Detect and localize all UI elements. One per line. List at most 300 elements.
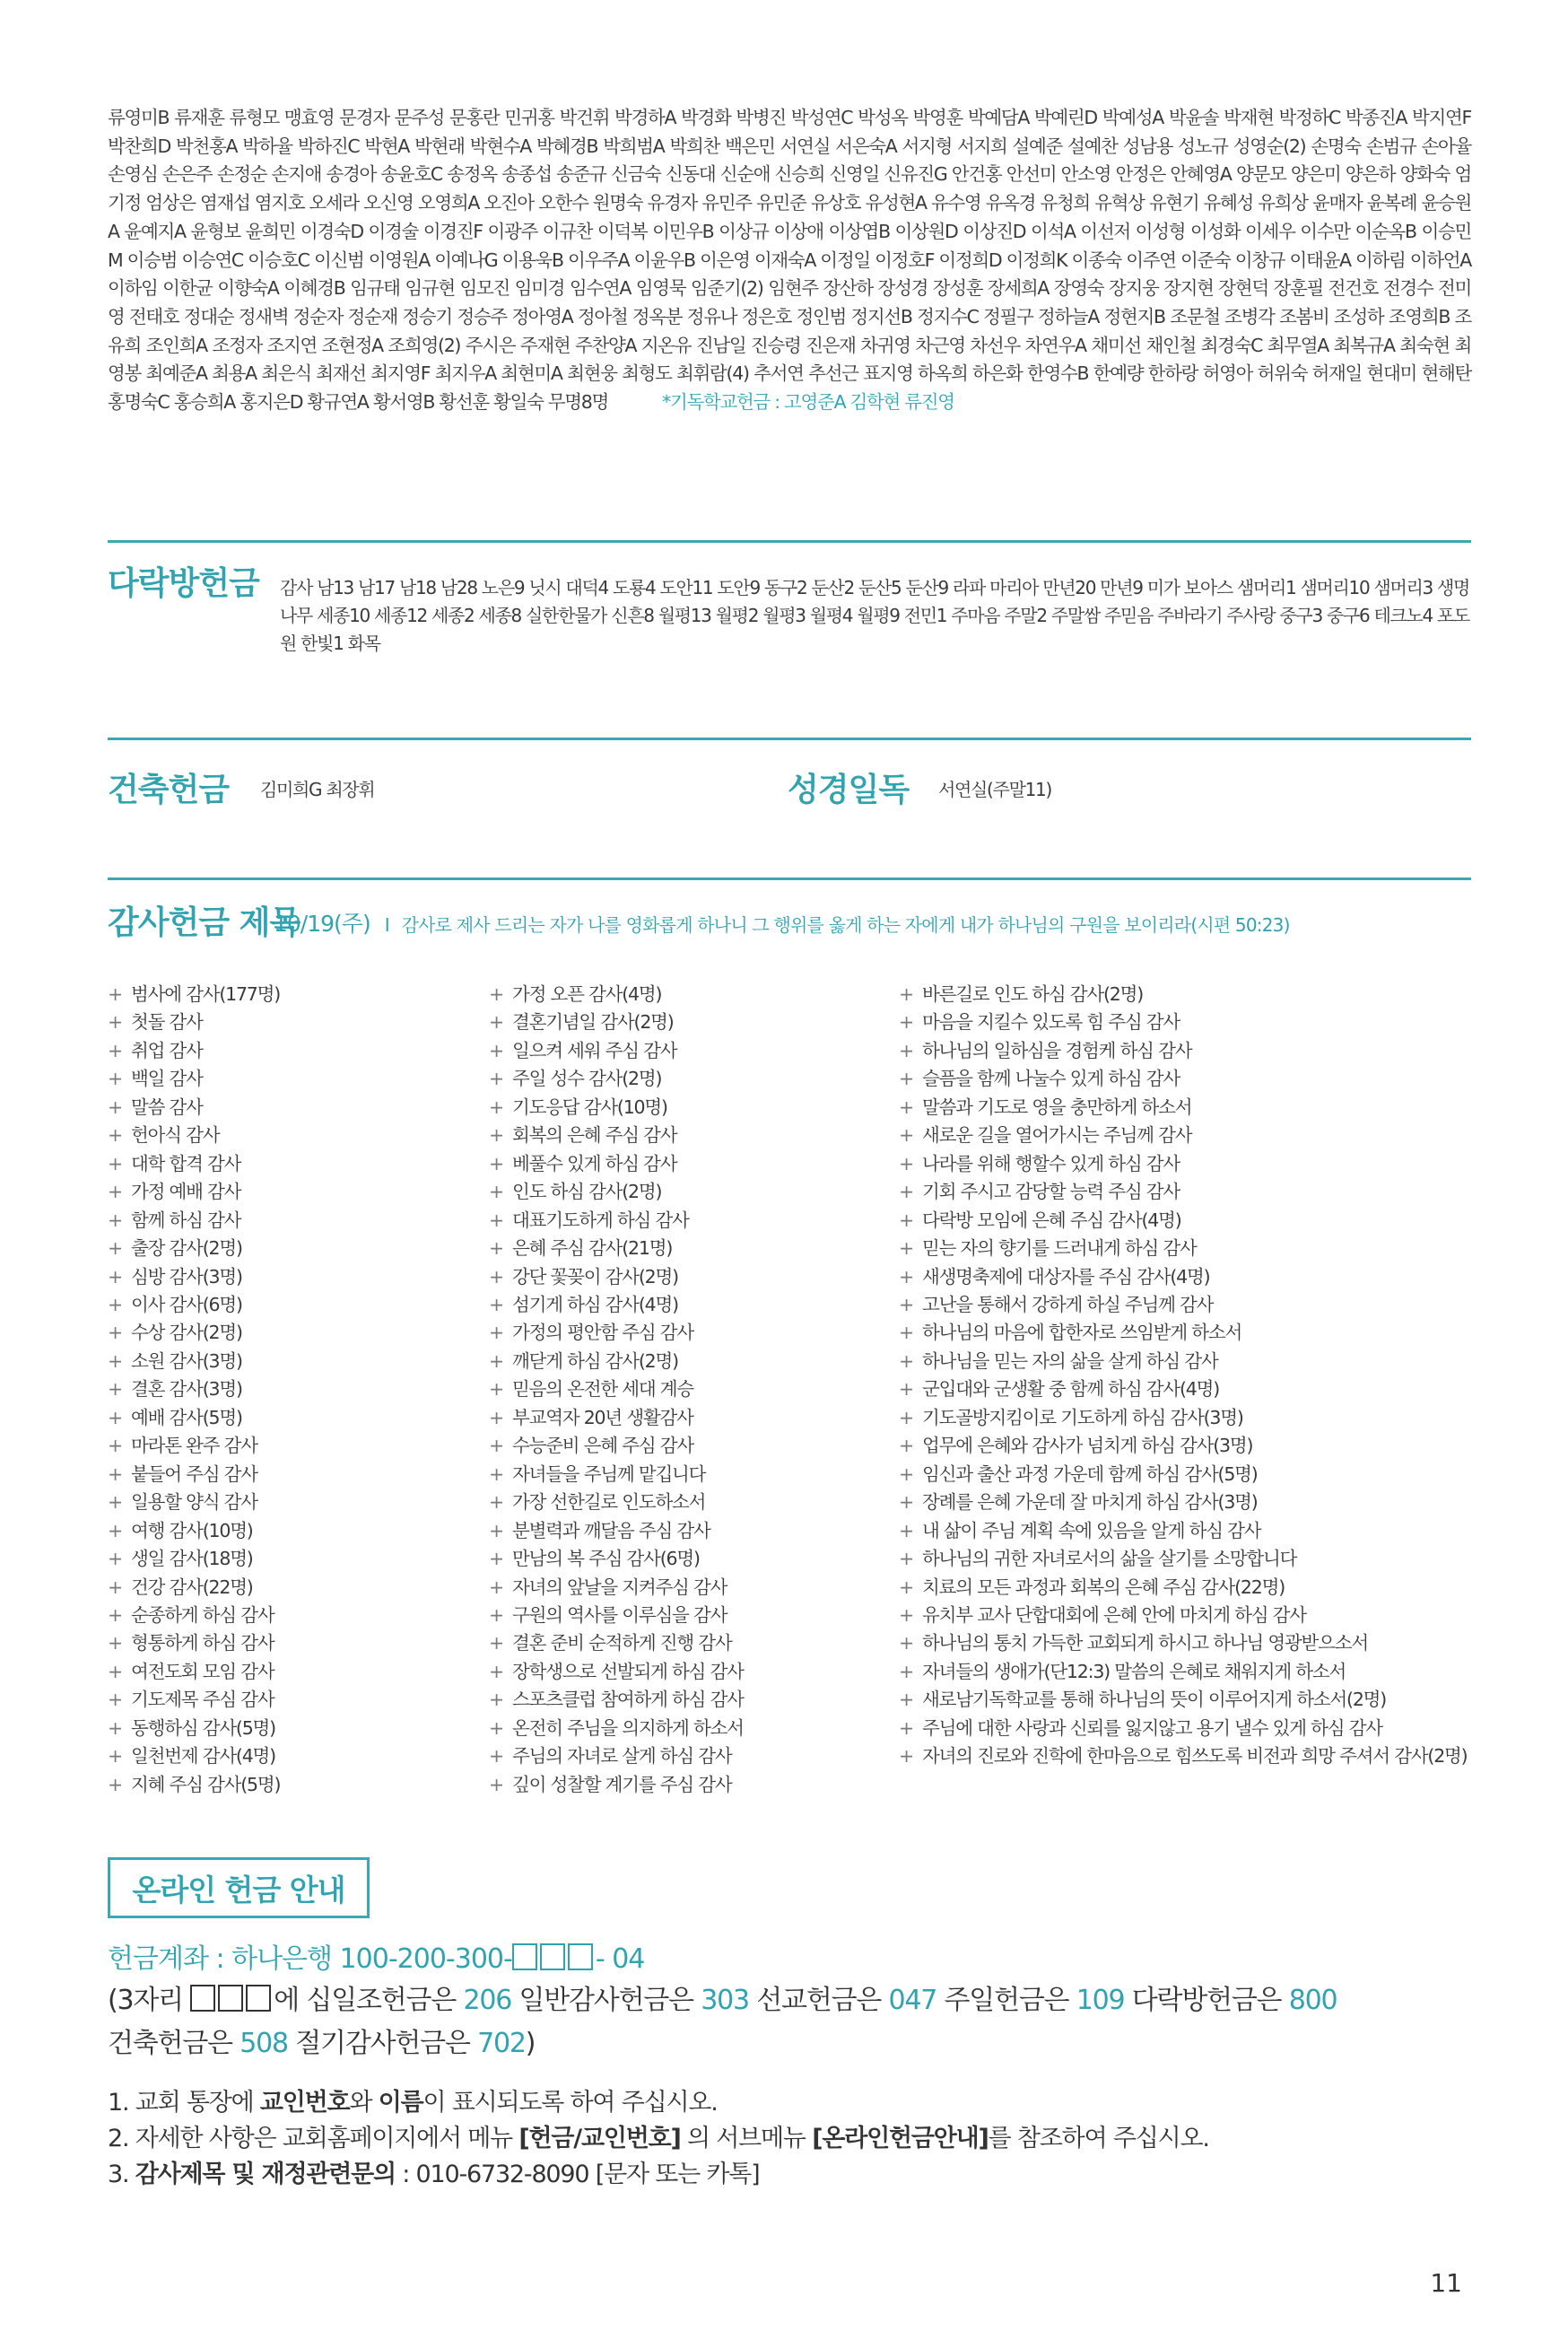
- plus-icon: +: [489, 1491, 503, 1514]
- thanks-item-text: 가정 예배 감사: [130, 1181, 241, 1203]
- thanks-item-text: 헌아식 감사: [130, 1124, 220, 1147]
- offering-codes: [108, 1979, 1489, 2065]
- plus-icon: +: [899, 983, 913, 1005]
- plus-icon: +: [899, 1406, 913, 1428]
- thanks-item: [489, 1150, 744, 1178]
- thanks-item: [108, 1178, 280, 1206]
- thanks-item: [899, 1207, 1467, 1235]
- plus-icon: +: [489, 1349, 503, 1372]
- thanks-item-text: 기도응답 감사(10명): [511, 1096, 667, 1118]
- thanks-item: [489, 1348, 744, 1375]
- thanks-item: [108, 1319, 280, 1347]
- thanks-item: [108, 1348, 280, 1375]
- thanks-item-text: 예배 감사(5명): [130, 1406, 242, 1428]
- plus-icon: +: [108, 1603, 122, 1626]
- thanks-item: [489, 1771, 744, 1799]
- thanks-item-text: 붙들어 주심 감사: [130, 1462, 257, 1485]
- thanks-item-text: 부교역자 20년 생활감사: [511, 1406, 693, 1428]
- thanks-item-text: 깊이 성찰할 계기를 주심 감사: [511, 1773, 732, 1795]
- thanks-item-text: 강단 꽃꽂이 감사(2명): [511, 1265, 678, 1288]
- donor-name-list: [108, 104, 1471, 417]
- plus-icon: +: [899, 1519, 913, 1541]
- thanks-item: [489, 1602, 744, 1629]
- thanks-item: [489, 1235, 744, 1262]
- thanks-item: [899, 981, 1467, 1008]
- plus-icon: +: [899, 1293, 913, 1315]
- thanks-item: [489, 1517, 744, 1545]
- thanks-item-text: 지혜 주심 감사(5명): [130, 1773, 281, 1795]
- plus-icon: +: [489, 1462, 503, 1485]
- thanks-item-text: 고난을 통해서 강하게 하실 주님께 감사: [921, 1293, 1214, 1315]
- thanks-item-text: 임신과 출산 과정 가운데 함께 하심 감사(5명): [921, 1462, 1258, 1485]
- plus-icon: +: [899, 1745, 913, 1768]
- thanks-item-text: 결혼 준비 순적하게 진행 감사: [511, 1632, 732, 1654]
- thanks-item-text: 첫돌 감사: [130, 1011, 203, 1034]
- thanks-item-text: 믿음의 온전한 세대 계승: [511, 1378, 693, 1401]
- plus-icon: +: [489, 983, 503, 1005]
- thanks-item-text: 장례를 은혜 가운데 잘 마치게 하심 감사(3명): [921, 1491, 1258, 1514]
- plus-icon: +: [899, 1603, 913, 1626]
- thanks-item-text: 새로운 길을 열어가시는 주님께 감사: [921, 1124, 1192, 1147]
- thanks-item-text: 하나님의 일하심을 경험케 하심 감사: [921, 1039, 1192, 1061]
- thanks-item: [108, 1715, 280, 1742]
- thanks-item-text: 구원의 역사를 이루심을 감사: [511, 1603, 727, 1626]
- thanks-item: [899, 1178, 1467, 1206]
- thanks-item: [489, 1686, 744, 1714]
- thanks-item-text: 주님의 자녀로 살게 하심 감사: [511, 1745, 732, 1768]
- codes-text: 절기감사헌금은: [287, 2028, 478, 2059]
- thanks-item: [108, 1771, 280, 1799]
- plus-icon: +: [489, 1406, 503, 1428]
- plus-icon: +: [108, 1406, 122, 1428]
- thanks-item: [899, 1319, 1467, 1347]
- plus-icon: +: [899, 1462, 913, 1485]
- plus-icon: +: [899, 1548, 913, 1570]
- thanks-item: [108, 1686, 280, 1714]
- plus-icon: +: [108, 1745, 122, 1768]
- account-line: [108, 1936, 644, 1976]
- plus-icon: +: [899, 1660, 913, 1682]
- thanks-item-text: 내 삶이 주님 계획 속에 있음을 알게 하심 감사: [921, 1519, 1261, 1541]
- thanks-item: [899, 1432, 1467, 1460]
- blank-box-icon: [218, 1985, 243, 2012]
- thanks-item: [108, 1207, 280, 1235]
- thanks-item-text: 분별력과 깨달음 주심 감사: [511, 1519, 710, 1541]
- plus-icon: +: [108, 1152, 122, 1174]
- thanks-item: [489, 1742, 744, 1770]
- separator: I: [384, 914, 389, 936]
- plus-icon: +: [489, 1068, 503, 1090]
- thanks-item-text: 일용할 양식 감사: [130, 1491, 257, 1514]
- thanks-item: [899, 1629, 1467, 1657]
- thanks-item: [899, 1545, 1467, 1573]
- mission-code: 047: [888, 1985, 937, 2016]
- plus-icon: +: [108, 1209, 122, 1231]
- plus-icon: +: [108, 1293, 122, 1315]
- thanks-item: [489, 1489, 744, 1516]
- thanks-item-text: 치료의 모든 과정과 회복의 은혜 주심 감사(22명): [921, 1576, 1285, 1598]
- plus-icon: +: [899, 1576, 913, 1598]
- thanks-item: [899, 1742, 1467, 1770]
- thanks-item: [108, 1489, 280, 1516]
- thanks-item-text: 하나님의 마음에 합한자로 쓰임받게 하소서: [921, 1322, 1242, 1344]
- thanks-item: [489, 1065, 744, 1093]
- thanks-item-text: 섬기게 하심 감사(4명): [511, 1293, 678, 1315]
- building-title: 건축헌금: [108, 772, 230, 808]
- thanks-item: [108, 1375, 280, 1403]
- plus-icon: +: [489, 1660, 503, 1682]
- thanks-item-text: 심방 감사(3명): [130, 1265, 242, 1288]
- thanks-item: [108, 1658, 280, 1686]
- thanks-verse: 감사로 제사 드리는 자가 나를 영화롭게 하나니 그 행위를 옳게 하는 자에게 내가 하나님의 구원을 보이리라(시편 50:23): [401, 914, 1290, 936]
- thanks-column-1: [108, 981, 280, 1799]
- thanks-item: [899, 1375, 1467, 1403]
- thanks-item-text: 나라를 위해 행할수 있게 하심 감사: [921, 1152, 1180, 1174]
- bible-reading-names: 서연실(주말11): [938, 779, 1051, 800]
- thanks-item: [108, 1122, 280, 1149]
- plus-icon: +: [489, 1265, 503, 1288]
- thanks-item: [108, 1094, 280, 1122]
- thanks-item-text: 하나님의 귀한 자녀로서의 삶을 살기를 소망합니다: [921, 1548, 1297, 1570]
- thanks-item-text: 말씀 감사: [130, 1096, 203, 1118]
- plus-icon: +: [899, 1322, 913, 1344]
- thanks-item-text: 이사 감사(6명): [130, 1293, 242, 1315]
- plus-icon: +: [108, 1773, 122, 1795]
- thanks-item-text: 자녀의 진로와 진학에 한마음으로 힘쓰도록 비전과 희망 주셔서 감사(2명): [921, 1745, 1468, 1768]
- thanks-item: [899, 1404, 1467, 1432]
- plus-icon: +: [489, 1519, 503, 1541]
- plus-icon: +: [489, 1548, 503, 1570]
- thanks-item-text: 만남의 복 주심 감사(6명): [511, 1548, 700, 1570]
- thanks-item: [489, 1375, 744, 1403]
- plus-icon: +: [489, 1237, 503, 1260]
- plus-icon: +: [489, 1435, 503, 1457]
- plus-icon: +: [899, 1435, 913, 1457]
- plus-icon: +: [899, 1152, 913, 1174]
- plus-icon: +: [108, 1039, 122, 1061]
- thanks-item-text: 군입대와 군생활 중 함께 하심 감사(4명): [921, 1378, 1220, 1401]
- thanks-item: [899, 1122, 1467, 1149]
- thanks-item-text: 마라톤 완주 감사: [130, 1435, 257, 1457]
- thanks-item: [108, 1291, 280, 1319]
- thanks-item: [108, 1263, 280, 1291]
- plus-icon: +: [108, 1435, 122, 1457]
- note-3: 3. 감사제목 및 재정관련문의 : 010-6732-8090 [문자 또는 카톡]: [108, 2161, 760, 2188]
- darakbang-list: 감사 남13 남17 남18 남28 노은9 닛시 대덕4 도룡4 도안11 도안9 동구2 둔산2 둔산5 둔산9 라파 마리아 만년20 만년9 미가 보아스 샘머리1 샘머리10 샘머리3 생명나무 세종10 세종12 세종2 세종8 실한한물가 신흔8 월평13 월평2 월평3 월평4 월평9 전민1 주마음 주말2 주말쌈 주믿음 주바라기 주사랑 중구3 중구6 테크노4 포도원 한빛1 화목: [280, 577, 1470, 654]
- account-label: 헌금계좌 : 하나은행 100-200-300-: [108, 1943, 512, 1975]
- plus-icon: +: [899, 1237, 913, 1260]
- thanks-item-text: 새생명축제에 대상자를 주심 감사(4명): [921, 1265, 1210, 1288]
- plus-icon: +: [489, 1378, 503, 1401]
- plus-icon: +: [108, 1576, 122, 1598]
- thanks-item: [108, 1235, 280, 1262]
- plus-icon: +: [108, 1237, 122, 1260]
- codes-text: (3자리: [108, 1985, 191, 2016]
- thanks-item: [899, 1235, 1467, 1262]
- thanks-item-text: 하나님을 믿는 자의 삶을 살게 하심 감사: [921, 1349, 1218, 1372]
- thanks-item: [108, 1008, 280, 1036]
- codes-text: 건축헌금은: [108, 2028, 240, 2059]
- note-2: 2. 자세한 사항은 교회홈페이지에서 메뉴 [헌금/교인번호] 의 서브메뉴 [온라인헌금안내]를 참조하여 주십시오.: [108, 2125, 1209, 2152]
- thanks-item-text: 기도골방지킴이로 기도하게 하심 감사(3명): [921, 1406, 1243, 1428]
- thanks-item: [899, 1008, 1467, 1036]
- thanks-item-text: 범사에 감사(177명): [130, 983, 281, 1005]
- thanks-item-text: 다락방 모임에 은혜 주심 감사(4명): [921, 1209, 1181, 1231]
- thanks-item-text: 소원 감사(3명): [130, 1349, 242, 1372]
- thanks-column-2: [489, 981, 744, 1799]
- thanks-item: [108, 1742, 280, 1770]
- divider: [108, 877, 1471, 880]
- darakbang-title: 다락방헌금: [108, 565, 259, 602]
- thanks-item-text: 마음을 지킬수 있도록 힘 주심 감사: [921, 1011, 1180, 1034]
- thanks-item-text: 자녀의 앞날을 지켜주심 감사: [511, 1576, 727, 1598]
- thanks-item: [108, 1150, 280, 1178]
- plus-icon: +: [108, 1716, 122, 1739]
- plus-icon: +: [489, 1603, 503, 1626]
- thanks-item-text: 자녀들의 생애가(단12:3) 말씀의 은혜로 채워지게 하소서: [921, 1660, 1346, 1682]
- blank-box-icon: [190, 1985, 215, 2012]
- blank-box-icon: [246, 1985, 271, 2012]
- thanks-item-text: 새로남기독학교를 통해 하나님의 뜻이 이루어지게 하소서(2명): [921, 1689, 1387, 1711]
- thanks-item: [489, 1715, 744, 1742]
- thanks-item: [899, 1715, 1467, 1742]
- thanks-item: [899, 1150, 1467, 1178]
- thanks-item: [489, 1122, 744, 1149]
- plus-icon: +: [489, 1576, 503, 1598]
- plus-icon: +: [899, 1068, 913, 1090]
- plus-icon: +: [108, 1660, 122, 1682]
- thanks-item: [489, 1178, 744, 1206]
- blank-box-icon: [512, 1943, 537, 1970]
- thanks-item: [489, 1207, 744, 1235]
- thanks-item: [108, 981, 280, 1008]
- thanks-item-text: 슬픔을 함께 나눌수 있게 하심 감사: [921, 1068, 1180, 1090]
- codes-text: 주일헌금은: [936, 1985, 1076, 2016]
- plus-icon: +: [899, 1265, 913, 1288]
- plus-icon: +: [489, 1293, 503, 1315]
- thanks-item-text: 일으켜 세워 주심 감사: [511, 1039, 677, 1061]
- thanks-item: [489, 1291, 744, 1319]
- page-number: 11: [1430, 2268, 1462, 2298]
- thanks-item: [108, 1602, 280, 1629]
- thanks-item-text: 형통하게 하심 감사: [130, 1632, 274, 1654]
- thanks-item: [489, 1094, 744, 1122]
- thanks-item-text: 출장 감사(2명): [130, 1237, 242, 1260]
- plus-icon: +: [108, 1462, 122, 1485]
- thanks-item: [108, 1037, 280, 1065]
- plus-icon: +: [489, 1011, 503, 1034]
- darakbang-code: 800: [1288, 1985, 1337, 2016]
- thanks-item-text: 취업 감사: [130, 1039, 203, 1061]
- memorial-note: *기독학교헌금 : 고영준A 김학현 류진영: [662, 391, 954, 414]
- account-suffix: - 04: [595, 1943, 645, 1975]
- plus-icon: +: [108, 1349, 122, 1372]
- thanks-item: [489, 981, 744, 1008]
- plus-icon: +: [489, 1773, 503, 1795]
- thanks-item: [489, 1629, 744, 1657]
- thanks-item-text: 온전히 주님을 의지하게 하소서: [511, 1716, 744, 1739]
- thanks-item: [108, 1629, 280, 1657]
- plus-icon: +: [489, 1322, 503, 1344]
- plus-icon: +: [108, 1124, 122, 1147]
- thanks-subtitle: [274, 906, 1290, 939]
- thanks-item-text: 자녀들을 주님께 맡깁니다: [511, 1462, 706, 1485]
- thanks-item: [489, 1432, 744, 1460]
- thanks-item-text: 건강 감사(22명): [130, 1576, 253, 1598]
- thanks-item: [108, 1065, 280, 1093]
- thanks-item-text: 업무에 은혜와 감사가 넘치게 하심 감사(3명): [921, 1435, 1253, 1457]
- thanks-item: [899, 1348, 1467, 1375]
- divider: [108, 738, 1471, 740]
- online-offering-title: 온라인 헌금 안내: [108, 1857, 370, 1918]
- thanks-item: [489, 1037, 744, 1065]
- plus-icon: +: [108, 1548, 122, 1570]
- thanks-item-text: 대학 합격 감사: [130, 1152, 241, 1174]
- thanks-item-text: 바른길로 인도 하심 감사(2명): [921, 983, 1144, 1005]
- thanks-item-text: 인도 하심 감사(2명): [511, 1181, 662, 1203]
- thanks-item-text: 결혼기념일 감사(2명): [511, 1011, 674, 1034]
- plus-icon: +: [899, 1349, 913, 1372]
- plus-icon: +: [108, 1491, 122, 1514]
- plus-icon: +: [489, 1745, 503, 1768]
- plus-icon: +: [489, 1181, 503, 1203]
- thanks-item-text: 주일 성수 감사(2명): [511, 1068, 662, 1090]
- thanks-item-text: 여행 감사(10명): [130, 1519, 253, 1541]
- codes-text: 일반감사헌금은: [511, 1985, 701, 2016]
- thanks-item-text: 여전도회 모임 감사: [130, 1660, 274, 1682]
- thanks-item: [899, 1602, 1467, 1629]
- thanks-item: [489, 1263, 744, 1291]
- blank-box-icon: [568, 1943, 593, 1970]
- thanks-item: [489, 1658, 744, 1686]
- thanks-item-text: 생일 감사(18명): [130, 1548, 253, 1570]
- thanks-item: [489, 1404, 744, 1432]
- plus-icon: +: [489, 1096, 503, 1118]
- plus-icon: +: [899, 1209, 913, 1231]
- thanks-item: [108, 1545, 280, 1573]
- thanks-item: [489, 1008, 744, 1036]
- thanks-item-text: 믿는 자의 향기를 드러내게 하심 감사: [921, 1237, 1197, 1260]
- plus-icon: +: [489, 1039, 503, 1061]
- plus-icon: +: [108, 1519, 122, 1541]
- plus-icon: +: [108, 1378, 122, 1401]
- general-thanks-code: 303: [701, 1985, 749, 2016]
- plus-icon: +: [489, 1152, 503, 1174]
- thanks-item: [899, 1574, 1467, 1602]
- plus-icon: +: [899, 1039, 913, 1061]
- thanks-date: 10/19(주): [274, 911, 370, 937]
- plus-icon: +: [899, 1124, 913, 1147]
- thanks-item-text: 유치부 교사 단합대회에 은혜 안에 마치게 하심 감사: [921, 1603, 1306, 1626]
- plus-icon: +: [108, 1265, 122, 1288]
- thanks-item-text: 장학생으로 선발되게 하심 감사: [511, 1660, 744, 1682]
- thanks-item-text: 기회 주시고 감당할 능력 주심 감사: [921, 1181, 1180, 1203]
- thanks-item: [899, 1037, 1467, 1065]
- thanks-item-text: 하나님의 통치 가득한 교회되게 하시고 하나님 영광받으소서: [921, 1632, 1368, 1654]
- thanks-item: [108, 1574, 280, 1602]
- thanks-item-text: 가정 오픈 감사(4명): [511, 983, 662, 1005]
- plus-icon: +: [108, 1068, 122, 1090]
- thanks-item: [899, 1517, 1467, 1545]
- thanks-item: [899, 1686, 1467, 1714]
- plus-icon: +: [108, 1322, 122, 1344]
- thanks-item-text: 가정의 평안함 주심 감사: [511, 1322, 693, 1344]
- thanks-item: [899, 1489, 1467, 1516]
- plus-icon: +: [899, 1632, 913, 1654]
- plus-icon: +: [108, 1632, 122, 1654]
- thanks-item-text: 깨닫게 하심 감사(2명): [511, 1349, 678, 1372]
- building-names: 김미희G 최장휘: [260, 779, 375, 800]
- thanks-title: 감사헌금 제목: [108, 904, 301, 941]
- thanks-item: [489, 1545, 744, 1573]
- thanks-item: [899, 1461, 1467, 1489]
- thanks-item-text: 수상 감사(2명): [130, 1322, 242, 1344]
- plus-icon: +: [489, 1209, 503, 1231]
- plus-icon: +: [899, 1011, 913, 1034]
- thanks-column-3: [899, 981, 1467, 1771]
- online-notes: [108, 2085, 1209, 2193]
- thanks-item: [899, 1658, 1467, 1686]
- plus-icon: +: [108, 1181, 122, 1203]
- plus-icon: +: [108, 1689, 122, 1711]
- thanks-item-text: 주님에 대한 사랑과 신뢰를 잃지않고 용기 낼수 있게 하심 감사: [921, 1716, 1382, 1739]
- plus-icon: +: [489, 1124, 503, 1147]
- thanks-item: [489, 1319, 744, 1347]
- plus-icon: +: [899, 1378, 913, 1401]
- thanks-item: [899, 1263, 1467, 1291]
- bible-reading-title: 성경일독: [788, 772, 910, 808]
- plus-icon: +: [899, 1096, 913, 1118]
- thanks-item-text: 가장 선한길로 인도하소서: [511, 1491, 706, 1514]
- thanks-item-text: 동행하심 감사(5명): [130, 1716, 275, 1739]
- thanks-item: [108, 1517, 280, 1545]
- thanks-item-text: 일천번제 감사(4명): [130, 1745, 275, 1768]
- plus-icon: +: [108, 1011, 122, 1034]
- plus-icon: +: [489, 1632, 503, 1654]
- thanks-item: [108, 1461, 280, 1489]
- plus-icon: +: [899, 1181, 913, 1203]
- codes-text: 선교헌금은: [748, 1985, 889, 2016]
- codes-text: ): [525, 2028, 536, 2059]
- note-1: 1. 교회 통장에 교인번호와 이름이 표시되도록 하여 주십시오.: [108, 2089, 718, 2117]
- seasonal-thanks-code: 702: [477, 2028, 526, 2059]
- thanks-item: [489, 1574, 744, 1602]
- thanks-item-text: 순종하게 하심 감사: [130, 1603, 274, 1626]
- thanks-item: [899, 1094, 1467, 1122]
- divider: [108, 540, 1471, 543]
- thanks-item-text: 수능준비 은혜 주심 감사: [511, 1435, 693, 1457]
- plus-icon: +: [108, 1096, 122, 1118]
- sunday-code: 109: [1076, 1985, 1125, 2016]
- plus-icon: +: [899, 1716, 913, 1739]
- thanks-item: [489, 1461, 744, 1489]
- plus-icon: +: [489, 1689, 503, 1711]
- thanks-item-text: 회복의 은혜 주심 감사: [511, 1124, 677, 1147]
- thanks-item-text: 대표기도하게 하심 감사: [511, 1209, 689, 1231]
- plus-icon: +: [899, 1689, 913, 1711]
- thanks-item-text: 은혜 주심 감사(21명): [511, 1237, 673, 1260]
- thanks-item: [108, 1404, 280, 1432]
- thanks-item: [108, 1432, 280, 1460]
- donor-names: 류영미B 류재훈 류형모 맹효영 문경자 문주성 문홍란 민귀홍 박건휘 박경하A 박경화 박병진 박성연C 박성옥 박영훈 박예담A 박예린D 박예성A 박윤솔 박재현 박정하C 박종진A 박지연F 박찬희D 박천홍A 박하율 박하진C 박현A 박현래 박현수A 박혜경B 박희범A 박희찬 백은민 서연실 서은숙A 서지형 서지희 설예준 설예찬 성남용 성노규 성영순(2) 손명숙 손범규 손아율 손영심 손은주 손정순 손지애 송경아 송윤호C 송정옥 송종섭 송준규 신금숙 신동대 신순애 신승희 신영일 신유진G 안건홍 안선미 안소영 안정은 안혜영A 양문모 양은미 양은하 양화숙 엄기정 엄상은 염재섭 염지호 오세라 오신영 오영희A 오진아 오한수 원명숙 유경자 유민주 유민준 유상호 유성현A 유수영 유옥경 유청희 유혁상 유현기 유혜성 유희상 윤매자 윤복례 윤승원A 윤예지A 윤형보 윤희민 이경숙D 이경술 이경진F 이광주 이규찬 이덕복 이민우B 이상규 이상애 이상엽B 이상원D 이상진D 이석A 이선저 이성형 이성화 이세우 이수만 이순옥B 이승민M 이승범 이승연C 이승호C 이신범 이영원A 이예나G 이용욱B 이우주A 이윤우B 이은영 이재숙A 이정일 이정호F 이정희D 이정희K 이종숙 이주연 이준숙 이창규 이태윤A 이하림 이하언A 이하임 이한균 이향숙A 이혜경B 임규태 임규현 임모진 임미경 임수연A 임영묵 임준기(2) 임현주 장산하 장성경 장성훈 장세희A 장영숙 장지웅 장지현 장현덕 장훈필 전건호 전경수 전미영 전태호 정대순 정새벽 정순자 정순재 정승기 정승주 정아영A 정아철 정옥분 정유나 정은호 정인범 정지선B 정지수C 정필구 정하늘A 정현지B 조문철 조병각 조봄비 조성하 조영희B 조유희 조인희A 조정자 조지연 조현정A 조희영(2) 주시은 주재현 주찬양A 지온유 진남일 진승령 진은재 차귀영 차근영 차선우 차연우A 채미선 채인철 최경숙C 최무열A 최복규A 최숙현 최영봉 최예준A 최용A 최은식 최재선 최지영F 최지우A 최현미A 최현웅 최형도 최휘람(4) 추서연 추선근 표지영 하옥희 하은화 한영수B 한예량 한하랑 허영아 허위숙 허재일 현대미 현해탄 홍명숙C 홍승희A 홍지은D 황규연A 황서영B 황선훈 황일숙 무명8명: [108, 107, 1471, 414]
- thanks-item: [899, 1065, 1467, 1093]
- codes-text: 다락방헌금은: [1124, 1985, 1289, 2016]
- tithe-code: 206: [463, 1985, 512, 2016]
- plus-icon: +: [899, 1491, 913, 1514]
- thanks-item-text: 결혼 감사(3명): [130, 1378, 242, 1401]
- building-code: 508: [240, 2028, 288, 2059]
- thanks-item-text: 말씀과 기도로 영을 충만하게 하소서: [921, 1096, 1192, 1118]
